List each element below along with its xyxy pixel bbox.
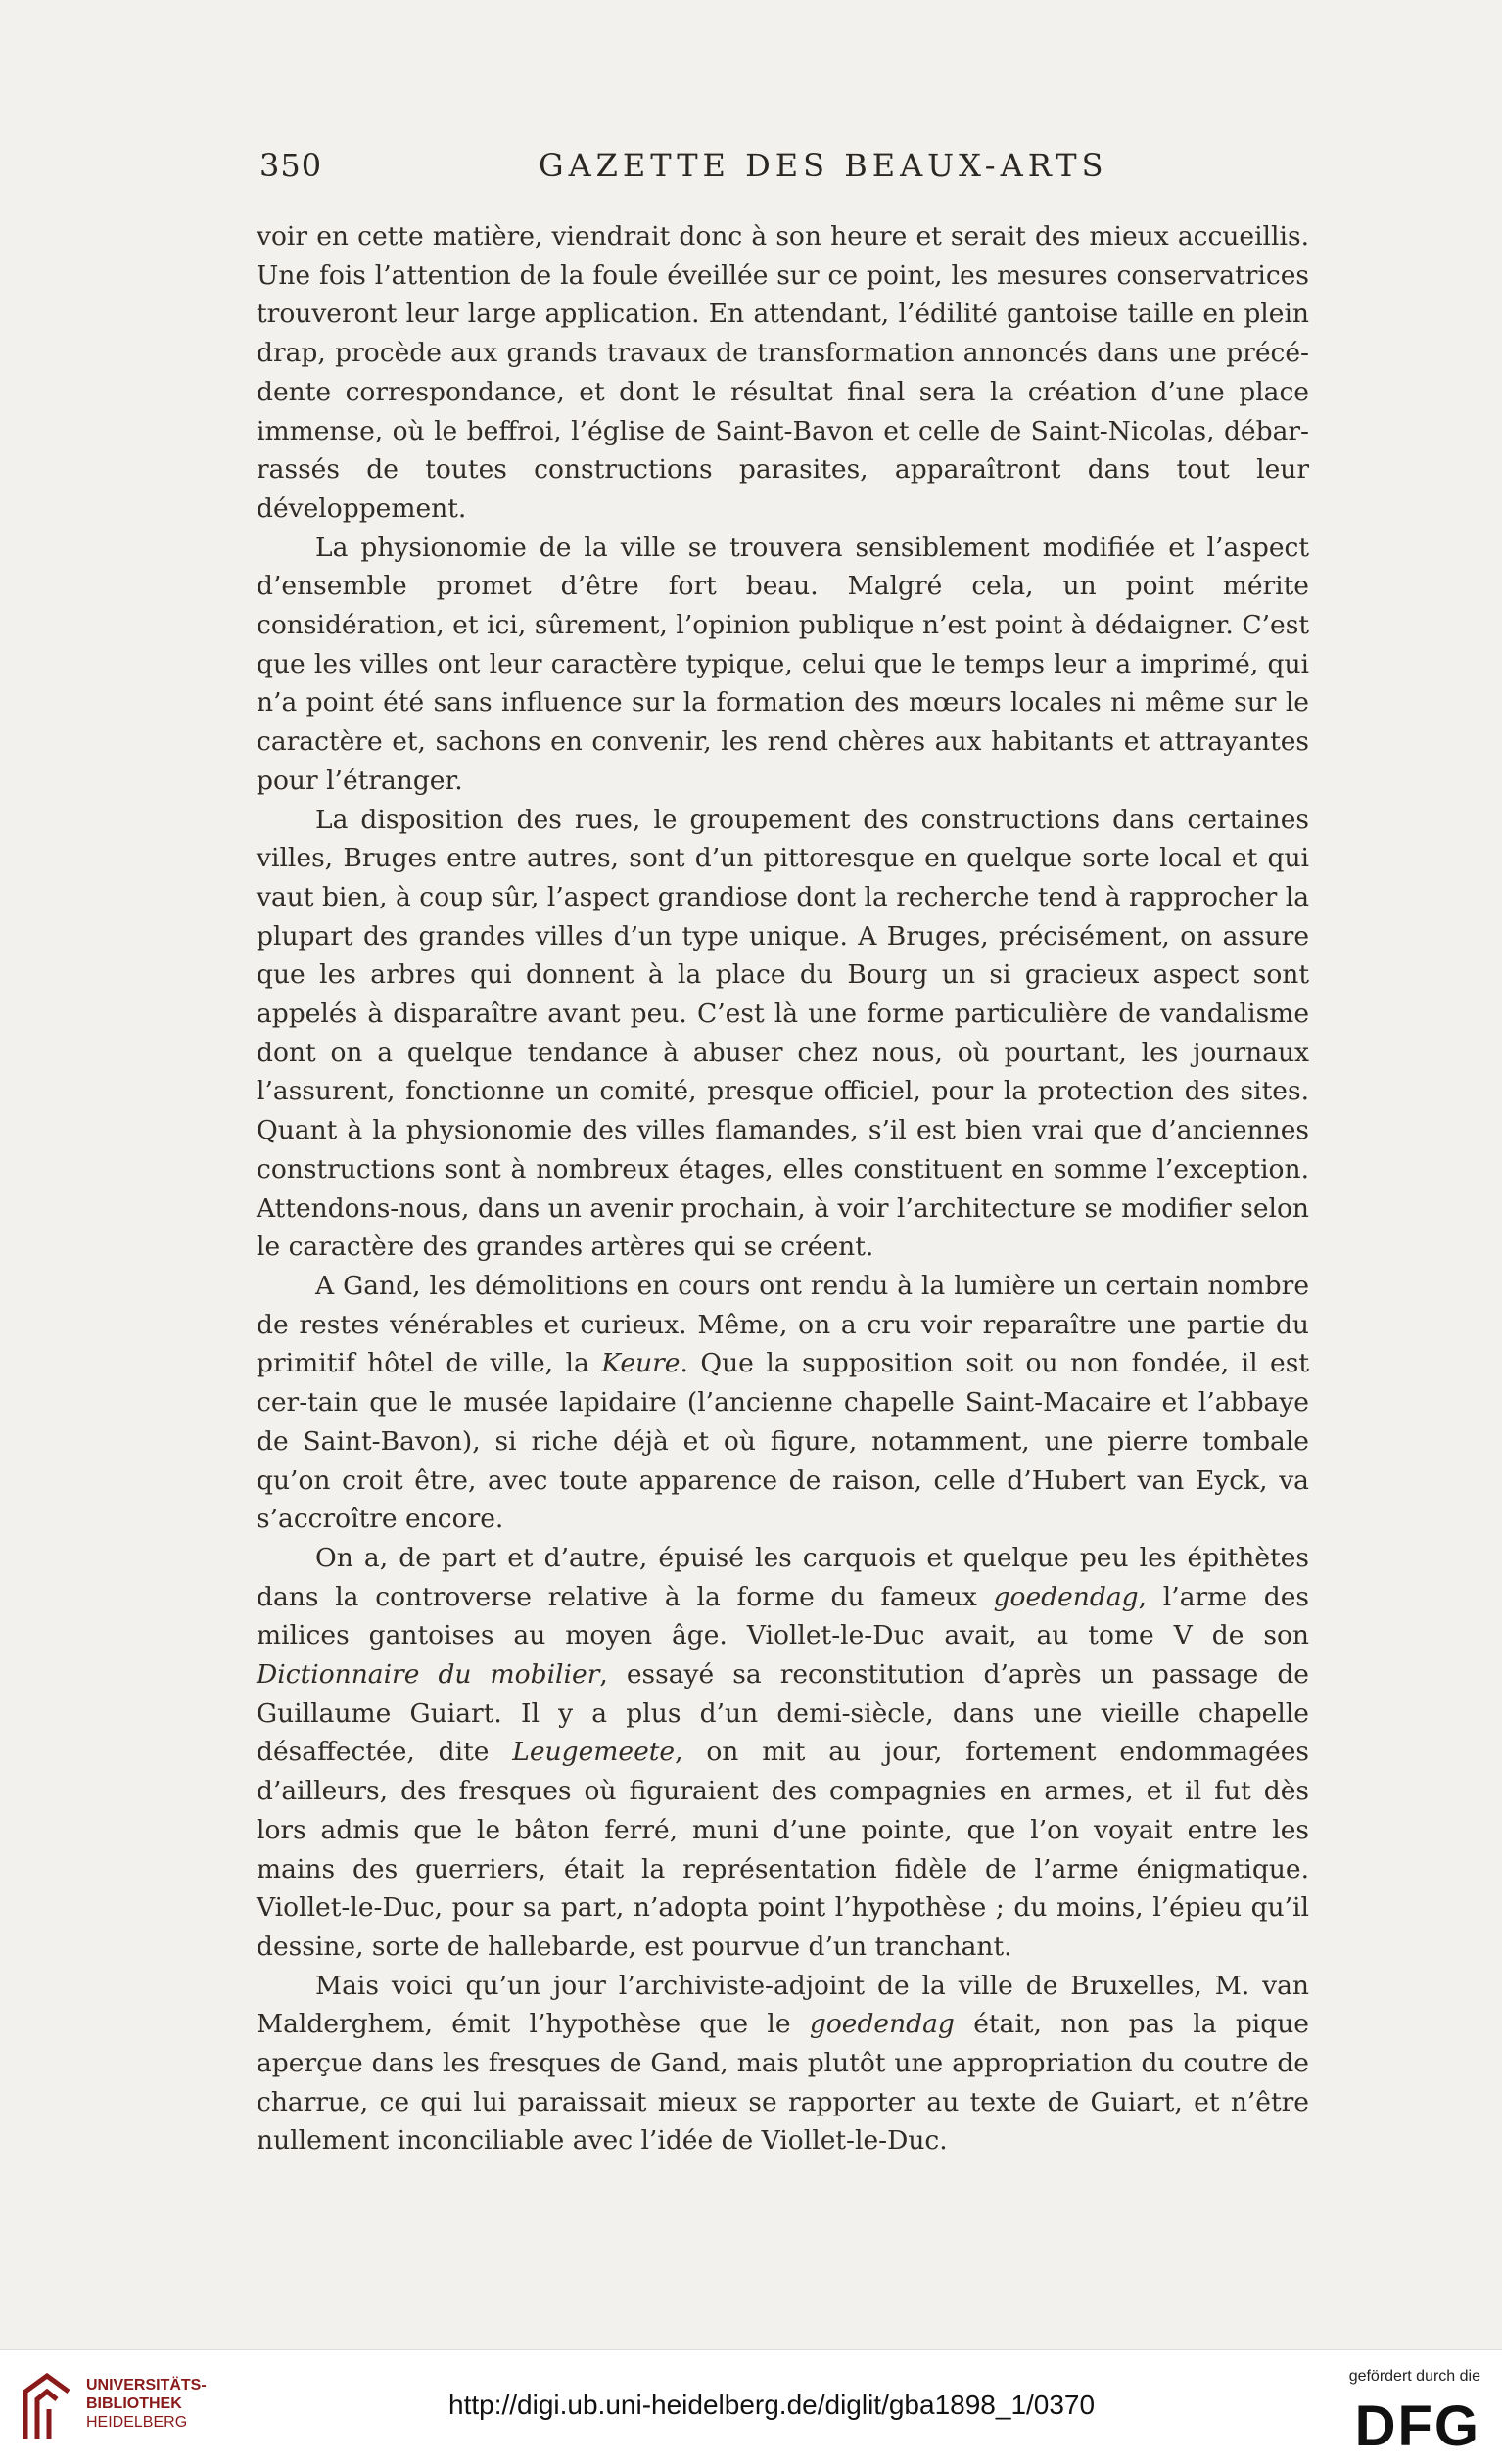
text-run: Mais voici qu’un jour l’archiviste-adjoint de la ville de Bruxelles, M. van Malderghem, émit l’hypothèse que le — [257, 1970, 1309, 2040]
running-title: GAZETTE DES BEAUX-ARTS — [539, 147, 1108, 184]
text-run: , on mit au jour, fortement endommagées d’ailleurs, des fresques où figuraient des compagnies en armes, et il fut dès lors admis que le bâton ferré, muni d’une pointe, que l’on voyait entre les mains des guerriers, était la représentation fidèle de l’arme énigmatique. Viollet-le-Duc, pour sa part, n’adopta point l’hypothèse ; du moins, l’épieu qu’il dessine, sorte de hallebarde, est pourvue d’un tranchant. — [257, 1737, 1309, 1962]
digitization-footer — [0, 2349, 1502, 2464]
library-name-line-1: UNIVERSITÄTS- — [86, 2377, 207, 2394]
italic-term: goedendag — [993, 1581, 1139, 1612]
italic-term: goedendag — [809, 2009, 955, 2040]
text-run: A Gand, les démolitions en cours ont rendu à la lumière un certain nombre de restes vénérables et curieux. Même, on a cru voir reparaître une partie du primitif hôtel de ville, la — [257, 1270, 1309, 1379]
paragraph — [257, 1267, 1309, 1539]
library-name — [86, 2376, 207, 2432]
text-run: On a, de part et d’autre, épuisé les carquois et quelque peu les épithètes dans la controverse relative à la forme du fameux — [257, 1542, 1309, 1612]
text-run: voir en cette matière, viendrait donc à son heure et serait des mieux accueillis. Une fois l’attention de la foule éveillée sur ce point, les mesures conservatrices trouveront leur large application. En attendant, l’édilité gantoise taille en plein drap, procède aux grands travaux de transformation annoncés dans une précé-dente correspondance, et dont le résultat final sera la création d’une place immense, où le beffroi, l’église de Saint-Bavon et celle de Saint-Nicolas, débar-rassés de toutes constructions parasites, apparaîtront dans tout leur développement. — [257, 221, 1309, 524]
italic-term: Keure — [601, 1348, 681, 1379]
paragraph — [257, 801, 1309, 1267]
library-name-line-3: HEIDELBERG — [86, 2414, 188, 2431]
paragraph — [257, 529, 1309, 801]
library-name-line-2: BIBLIOTHEK — [86, 2395, 182, 2412]
university-library-logo-icon — [18, 2370, 76, 2441]
paragraph — [257, 1967, 1309, 2162]
text-run: , essayé sa reconstitution d’après un passage de Guillaume Guiart. Il y a plus d’un demi-siècle, dans une vieille chapelle désaffectée, dite — [257, 1659, 1309, 1768]
text-run: La physionomie de la ville se trouvera sensiblement modifiée et l’aspect d’ensemble promet d’être fort beau. Malgré cela, un point mérite considération, et ici, sûrement, l’opinion publique n’est point à dédaigner. C’est que les villes ont leur caractère typique, celui que le temps leur a imprimé, qui n’a point été sans influence sur la formation des mœurs locales ni même sur le caractère et, sachons en convenir, les rend chères aux habitants et attrayantes pour l’étranger. — [257, 532, 1309, 796]
paragraph — [257, 1539, 1309, 1967]
italic-term: Leugemeete — [512, 1737, 676, 1768]
funding-caption: gefördert durch die — [1348, 2368, 1480, 2385]
text-run: . Que la supposition soit ou non fondée, il est cer-tain que le musée lapidaire (l’ancienne chapelle Saint-Macaire et l’abbaye de Saint-Bavon), si riche déjà et où figure, notamment, une pierre tombale qu’on croit être, avec toute apparence de raison, celle d’Hubert van Eyck, va s’accroître encore. — [257, 1348, 1309, 1535]
article-body — [257, 217, 1309, 2161]
text-run: , l’arme des milices gantoises au moyen âge. Viollet-le-Duc avait, au tome V de son — [257, 1581, 1309, 1651]
page-header — [259, 147, 1312, 196]
italic-term: Dictionnaire du mobilier — [257, 1659, 600, 1691]
text-run: était, non pas la pique aperçue dans les fresques de Gand, mais plutôt une appropriation du coutre de charrue, ce qui lui paraissait mieux se rapporter au texte de Guiart, et n’être nullement inconciliable avec l’idée de Viollet-le-Duc. — [257, 2009, 1309, 2157]
paragraph — [257, 217, 1309, 529]
text-run: La disposition des rues, le groupement des constructions dans certaines villes, Bruges entre autres, sont d’un pittoresque en quelque sorte local et qui vaut bien, à coup sûr, l’aspect grandiose dont la recherche tend à rapprocher la plupart des grandes villes d’un type unique. A Bruges, précisément, on assure que les arbres qui donnent à la place du Bourg un si gracieux aspect sont appelés à disparaître avant peu. C’est là une forme particulière de vandalisme dont on a quelque tendance à abuser chez nous, où pourtant, les journaux l’assurent, fonctionne un comité, presque officiel, pour la protection des sites. Quant à la physionomie des villes flamandes, s’il est bien vrai que d’anciennes constructions sont à nombreux étages, elles constituent en somme l’exception. Attendons-nous, dans un avenir prochain, à voir l’architecture se modifier selon le caractère des grandes artères qui se créent. — [257, 804, 1309, 1263]
page-number: 350 — [259, 147, 323, 184]
dfg-logo: DFG — [1354, 2394, 1480, 2458]
source-url-link[interactable]: http://digi.ub.uni-heidelberg.de/diglit/gba1898_1/0370 — [448, 2390, 1096, 2420]
